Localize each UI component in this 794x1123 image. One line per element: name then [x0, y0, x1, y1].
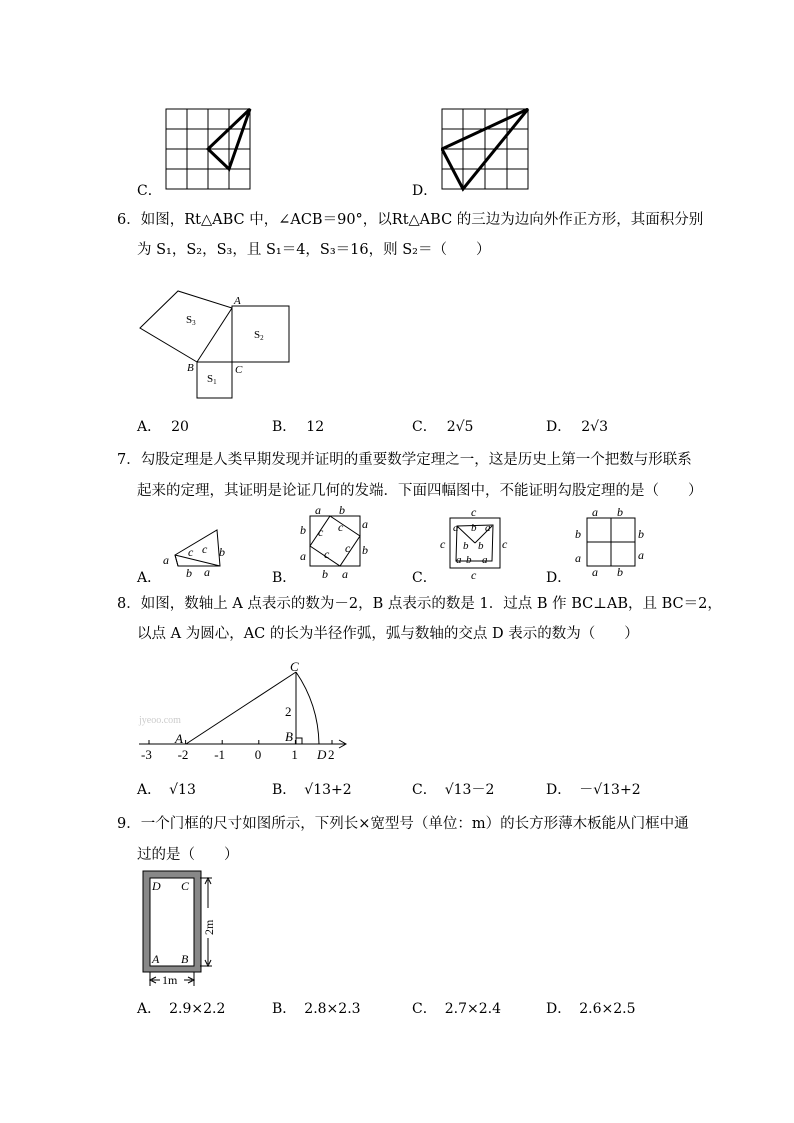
svg-text:S2: S2 — [254, 329, 264, 342]
q6-stem-line2: 为 S₁，S₂，S₃，且 S₁＝4，S₃＝16，则 S₂＝（ ） — [137, 242, 491, 258]
svg-text:a: a — [456, 554, 462, 566]
svg-text:c: c — [324, 547, 330, 561]
svg-text:2: 2 — [285, 704, 292, 719]
svg-text:a: a — [638, 548, 644, 562]
svg-text:a: a — [453, 522, 459, 534]
svg-text:A: A — [175, 731, 183, 746]
q9-option-a[interactable]: A． 2.9×2.2 — [137, 1001, 226, 1017]
svg-text:b: b — [638, 527, 644, 541]
axis-tick-label: -1 — [214, 747, 226, 762]
svg-text:c: c — [345, 541, 351, 555]
svg-text:a: a — [482, 554, 488, 566]
q5-option-c-label[interactable]: C． — [137, 183, 162, 199]
q5-option-c-figure — [165, 108, 257, 192]
q7-stem-line1: 7．勾股定理是人类早期发现并证明的重要数学定理之一，这是历史上第一个把数与形联系 — [117, 452, 692, 468]
svg-text:B: B — [181, 952, 189, 966]
q8-option-c[interactable]: C． √13－2 — [412, 782, 495, 798]
q6-stem-line1: 6．如图，Rt△ABC 中，∠ACB＝90°，以Rt△ABC 的三边为边向外作正方形，其面积分别 — [117, 212, 704, 228]
axis-tick-label: -3 — [141, 747, 152, 762]
q8-option-a[interactable]: A． √13 — [137, 782, 196, 798]
svg-text:b: b — [362, 543, 368, 557]
svg-text:a: a — [204, 565, 210, 578]
svg-text:b: b — [219, 545, 225, 559]
q7-figure-a — [160, 522, 232, 578]
svg-text:a: a — [342, 567, 348, 580]
q7-option-a[interactable]: A． — [137, 570, 162, 586]
svg-text:S1: S1 — [207, 373, 217, 386]
svg-text:b: b — [478, 540, 484, 552]
svg-text:A: A — [234, 295, 241, 307]
q5-option-d-figure — [441, 108, 533, 192]
svg-text:c: c — [471, 568, 477, 582]
q7-figure-b — [298, 504, 378, 580]
svg-text:D: D — [152, 879, 161, 893]
svg-text:D: D — [317, 747, 327, 762]
svg-text:B: B — [285, 729, 293, 744]
q8-option-b[interactable]: B． √13+2 — [272, 782, 352, 798]
q9-option-d[interactable]: D． 2.6×2.5 — [546, 1001, 636, 1017]
svg-text:b: b — [466, 554, 472, 566]
q6-option-c[interactable]: C． 2√5 — [412, 419, 474, 435]
axis-ticks — [141, 740, 335, 762]
q6-option-d[interactable]: D． 2√3 — [546, 419, 608, 435]
q9-option-b[interactable]: B． 2.8×2.3 — [272, 1001, 361, 1017]
svg-text:c: c — [440, 537, 446, 551]
svg-text:b: b — [471, 522, 477, 534]
svg-text:a: a — [485, 522, 491, 534]
svg-text:b: b — [186, 566, 192, 578]
svg-text:a: a — [163, 553, 169, 567]
svg-text:c: c — [318, 525, 324, 539]
svg-text:b: b — [322, 567, 328, 580]
svg-text:B: B — [187, 362, 194, 374]
q9-stem-line1: 9．一个门框的尺寸如图所示，下列长×宽型号（单位：m）的长方形薄木板能从门框中通 — [117, 816, 689, 832]
svg-text:C: C — [290, 659, 299, 674]
q6-option-b[interactable]: B． 12 — [272, 419, 325, 435]
q8-number-line-figure — [135, 655, 355, 767]
svg-text:b: b — [339, 504, 345, 517]
axis-tick-label: 2 — [328, 747, 335, 762]
q6-option-a[interactable]: A． 20 — [137, 419, 189, 435]
svg-text:c: c — [202, 542, 208, 556]
q8-stem-line1: 8．如图，数轴上 A 点表示的数为－2，B 点表示的数是 1．过点 B 作 BC⊥AB，且 BC＝2， — [117, 596, 722, 612]
watermark: jyeoo.com — [139, 715, 181, 726]
q8-option-d[interactable]: D． －√13+2 — [546, 782, 641, 798]
q7-stem-line2: 起来的定理，其证明是论证几何的发端．下面四幅图中，不能证明勾股定理的是（ ） — [137, 483, 703, 499]
axis-tick-label: 0 — [254, 747, 262, 762]
svg-text:b: b — [463, 540, 469, 552]
svg-text:C: C — [235, 364, 243, 376]
svg-text:a: a — [592, 505, 598, 519]
svg-text:c: c — [471, 506, 477, 519]
q7-option-b[interactable]: B． — [272, 570, 297, 586]
svg-text:b: b — [575, 527, 581, 541]
q7-option-d[interactable]: D． — [546, 570, 572, 586]
q5-option-d-label[interactable]: D． — [412, 183, 438, 199]
svg-text:a: a — [575, 551, 581, 565]
svg-text:a: a — [592, 565, 598, 579]
svg-text:A: A — [152, 952, 160, 966]
svg-text:a: a — [362, 517, 368, 531]
svg-text:a: a — [300, 549, 306, 563]
svg-text:c: c — [188, 545, 194, 559]
svg-text:b: b — [617, 505, 623, 519]
q7-option-c[interactable]: C． — [412, 570, 437, 586]
svg-text:c: c — [502, 537, 508, 551]
axis-tick-label: -2 — [177, 747, 189, 762]
svg-text:1m: 1m — [162, 973, 178, 987]
svg-text:b: b — [300, 523, 306, 537]
q7-figure-c — [438, 506, 510, 582]
svg-text:c: c — [338, 520, 344, 534]
svg-text:C: C — [181, 879, 190, 893]
svg-text:S3: S3 — [186, 314, 196, 327]
q9-option-c[interactable]: C． 2.7×2.4 — [412, 1001, 501, 1017]
axis-tick-label: 1 — [291, 747, 298, 762]
svg-text:a: a — [315, 504, 321, 517]
svg-text:2m: 2m — [202, 919, 216, 935]
q9-door-frame-figure — [138, 868, 220, 992]
q7-figure-d — [572, 504, 652, 580]
q6-figure — [136, 290, 296, 402]
q9-stem-line2: 过的是（ ） — [137, 847, 239, 863]
svg-text:b: b — [617, 565, 623, 579]
q8-stem-line2: 以点 A 为圆心，AC 的长为半径作弧，弧与数轴的交点 D 表示的数为（ ） — [137, 626, 639, 642]
